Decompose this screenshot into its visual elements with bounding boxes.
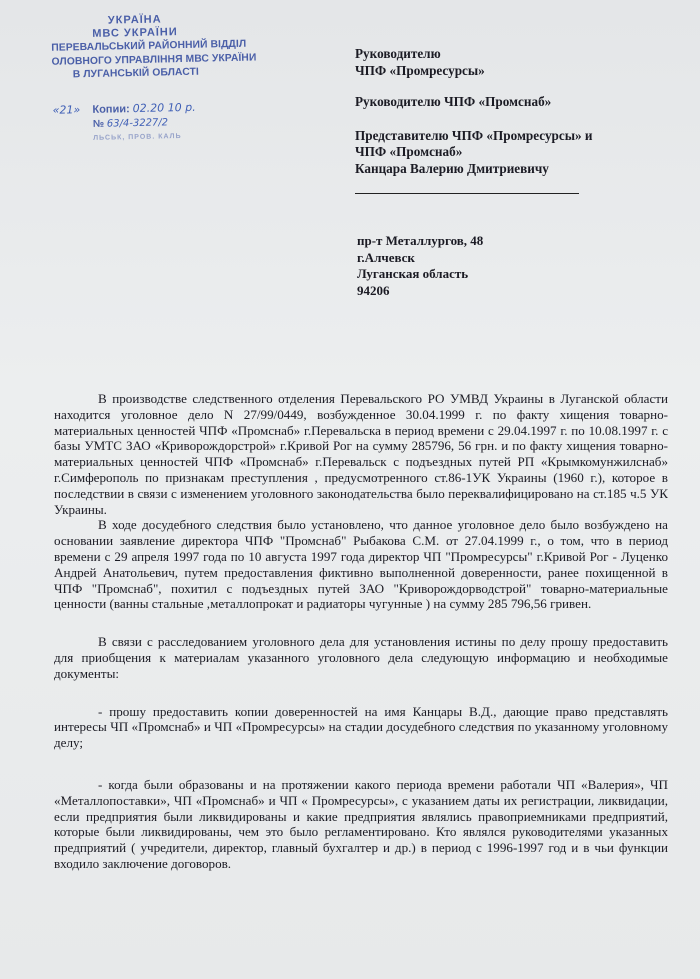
addressee-line: Представителю ЧПФ «Промресурсы» и <box>355 127 593 143</box>
stamp-line: МВС УКРАЇНИ <box>92 26 178 41</box>
divider-line <box>355 193 579 194</box>
stamp-faint-line: ЛЬСЬК, ПРОВ. КАЛЬ <box>93 133 182 142</box>
addressee-line: ЧПФ «Промснаб» <box>355 144 463 159</box>
addressee-line: ЧПФ «Промресурсы» <box>355 62 485 78</box>
addressee-line: Канцара Валерию Дмитриевичу <box>355 160 549 176</box>
addressee-block <box>355 46 655 177</box>
address-block <box>357 233 483 299</box>
stamp-reg-day: «21» <box>52 103 81 117</box>
paragraph-investigation: В ходе досудебного следствия было установлено, что данное уголовное дело было возбуждено на основании заявление директора ЧПФ "Промснаб" Рыбакова С.М. от 27.04.1999 г., о том, что в период времени с 29 апреля 1997 года по 10 августа 1997 года директор ЧП "Промресурсы" г.Кривой Рог - Луценко Андрей Анатольевич, путем предоставления фиктивно выполненной доверенности, ранее похищенной в ЧПФ "Промснаб", похитил с подъездных путей ЗАО "Криворождорводстрой" товарно-материальные ценности (ванны стальные ,металлопрокат и радиаторы чугунные ) на сумму 285 796,56 гривен. <box>54 517 668 612</box>
police-stamp <box>51 12 257 147</box>
stamp-number-label: № <box>92 118 105 130</box>
stamp-line: В ЛУГАНСЬКІЙ ОБЛАСТІ <box>72 66 200 81</box>
address-region: Луганская область <box>357 266 469 281</box>
stamp-line: ПЕРЕВАЛЬСЬКИЙ РАЙОННИЙ ВІДДІЛ <box>51 39 247 55</box>
stamp-reg-label: Копии: <box>92 103 130 116</box>
stamp-reg-date: 02.20 10 р. <box>132 100 196 116</box>
address-zip: 94206 <box>357 282 390 298</box>
paragraph-request: В связи с расследованием уголовного дела для установления истины по делу прошу предоставить для приобщения к материалам указанного уголовного дела следующую информацию и необходимые документы: <box>54 634 668 681</box>
paragraph-case-info: В производстве следственного отделения Перевальского РО УМВД Украины в Луганской области находится уголовное дело N 27/99/0449, возбужденное 30.04.1999 г. по факту хищения товарно-материальных ценностей ЧПФ «Промснаб» г.Перевальска в период времени с 29.04.1997 г. по 10.08.1997 г. с базы УМТС ЗАО «Криворождорстрой» г.Кривой Рог на сумму 285796, 56 грн. и по факту хищения товарно-материальных ценностей ЧПФ «Промснаб» г.Перевальск с подъездных путей РП «Крымкомунжилснаб» г.Симферополь по признакам преступления , предусмотренного ст.86-1УК Украины (1960 г.), которое в последствии в связи с изменением уголовного законодательства было переквалифицировано на ст.185 ч.5 УК Украины. <box>54 391 668 517</box>
address-street: пр-т Металлургов, 48 <box>357 233 484 248</box>
stamp-line: ОЛОВНОГО УПРАВЛІННЯ МВС УКРАЇНИ <box>51 52 257 68</box>
address-city: г.Алчевск <box>357 249 415 265</box>
stamp-line: УКРАЇНА <box>107 13 162 27</box>
stamp-number: 63/4-3227/2 <box>106 117 169 130</box>
paragraph-request-item-2: - когда были образованы и на протяжении какого периода времени работали ЧП «Валерия», ЧП «Металлопоставки», ЧП «Промснаб» и ЧП « Промресурсы», с указанием даты их регистрации, ликвидации, если предприятия были ликвидированы и какие предприятия являлись правоприемниками предприятий, которые были ликвидированы, чем это было регламентировано. Кто являлся руководителями указанных предприятий ( учредители, директор, главный бухгалтер и др.) в период с 1996-1997 год и в чьи функции входило заключение договоров. <box>54 776 668 871</box>
letter-body <box>54 391 668 872</box>
stamp-registration-number <box>93 117 168 130</box>
addressee-line: Руководителю <box>355 46 441 61</box>
stamp-registration-date <box>52 100 222 117</box>
addressee-line: Руководителю ЧПФ «Промснаб» <box>355 94 552 109</box>
paragraph-request-item-1: - прошу предоставить копии доверенностей на имя Канцары В.Д., дающие право представлять интересы ЧП «Промснаб» и ЧП «Промресурсы» на стадии досудебного следствия по указанному уголовному делу; <box>54 703 668 751</box>
